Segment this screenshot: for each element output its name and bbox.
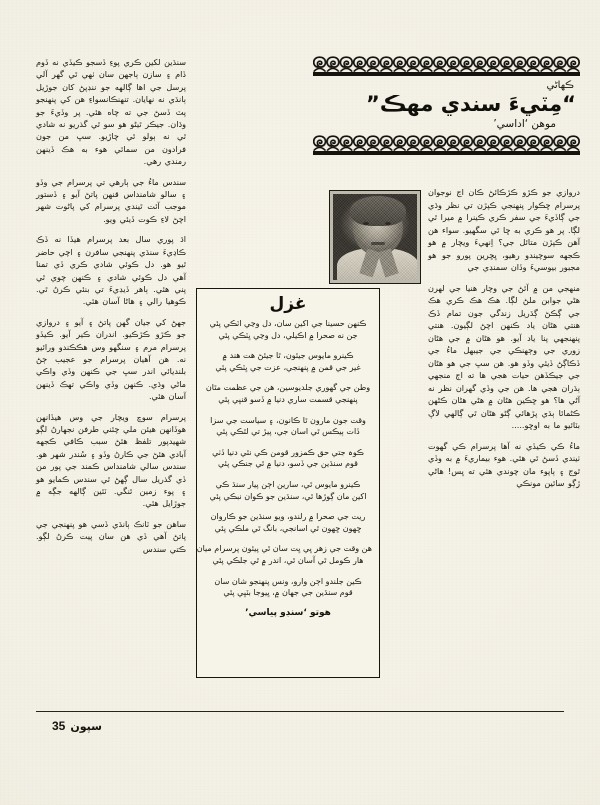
- ghazal-couplet: [204, 576, 372, 599]
- paragraph: سنڌين لکين ڪري پوءِ ڏسجو ڪيڏي نه ڏوم ڏام ۽ سازن ٻاجهن سان ٺهي ٿي گهر آلي پرسل جي اها ڳالهه جو ننڊپڻ کان جوڙيل ٻانڌي نه نهايان. تنهنڪانسواءِ هن کي پنهنجو پٽ ڏسڻ جي ته چاه هئي. پر وڏيءَ جو وڌان. جيڪر ٿيڻو هو سو ٿي گذريو نه شادي ٿي نه ٻولو ٿي چاڙيو. سڀ من جون فرادون من سمائي هوء به هڪ ڏينهن رمندي رهي.: [36, 57, 186, 167]
- masthead-text: [313, 77, 580, 134]
- page-number: 35: [52, 719, 66, 733]
- portrait-head: [353, 200, 403, 256]
- portrait-collar-right: [377, 248, 398, 277]
- paragraph: جهڻ کي جيان گهن پاتڻ ۽ آيو ۽ دروازي جو ڪڙو ڪڙڪيو. اندران ڪير آيو. ڪيڏو پرسرام مرم ۽ سنگهو وس هڪڪندو ورائيو نه. هن آهيان پرسرام جو عجيب ڄڻ بلنديائي اندر سڀ جي ڪنهن وڏي واڪي ماڻي وڌي. ڪنهن وڏي واڪي تهڪ ڏينهن آسان هئي.: [36, 316, 186, 402]
- paragraph: ماءُ ڪي ڪيڏي نه آها پرسرام ڪي گهوت ٺيندي ڏسڻ ٿي هئي. هوء بيماريءَ ۾ به وڏي ٿوج ۽ ٻاپوء مان چوندي هئي ته ڀس! هاڻي ڙڳو سائين مونڪي: [428, 440, 580, 488]
- paragraph: سندس ماءُ جي ٻارهي تي پرسرام جي وڏو ۽ سالو شامنداس قنهن پاتڻ آيو ۽ ڏستور موجب آئت ٿيندي پرسرام کي پاڻوت شهر اچڻ لاءِ ڪوت ڏيئي ويو.: [36, 176, 186, 224]
- paragraph: دروازي جو ڪڙو ڪڙڪائڻ ڪان اڃ نوجوان پرسرام ڇڪوار پنهنجي ڪپڙن تي نظر وڌي جي ڳاڏيءَ جي سفر ڪري ڪينرا ۾ ميرا ٿي لڳا. پر هو ڪري به ڇا ٿي سگهيو. سواء هن آهن ڪپڙن متائل جي؟ اِنهيءَ ويچار ۾ هو ڪجهه سوچيندو رهيو، ڀڇرين پورو جو هو مجبور بيوسيءَ وڏان سمنڊي جي: [428, 187, 580, 272]
- portrait-mouth: [371, 242, 385, 245]
- ghazal-couplet: [204, 350, 372, 373]
- paragraph: ساهن جو ٽانڪ ٻانڌي ڏسي هو پنهنجي جي پاتڻ آهي ڏي هن سان پيت ڪرڻ لڳو. ڪتي سندس: [36, 518, 186, 554]
- ghazal-line: ريت جي صحرا ۾ رلندو، ويو سنڌين جو ڪاروان: [210, 512, 366, 522]
- ghazal-couplet: [204, 415, 372, 438]
- ghazal-line: جن نه صحرا ۾ اڪيلي، دل وڃي ڀٽڪي پئي: [218, 330, 358, 340]
- ghazal-line: ڪنهن حسينا جي اکين سان، دل وڃي اٽڪي پئي: [209, 319, 367, 328]
- portrait-halftone: [333, 194, 417, 280]
- ghazal-line: غير جي قمن ۾ پنهنجي، عزت جي ڀٽڪي پئي: [215, 362, 361, 372]
- ghazal-line: ڏات ٻيڪس ٿي اسان جي، پيڙ تي لٿڪي پئي: [216, 427, 360, 437]
- ghazal-line: ڪينرو مايوس جيئون، ٿا جيئڻ هت هند ۾: [222, 351, 354, 361]
- ghazal-couplet: [204, 382, 372, 405]
- author-portrait-photo: [329, 190, 421, 284]
- page-title: “مِٽيءَ سندي مهڪ”: [366, 92, 576, 116]
- right-text-column: [428, 186, 580, 686]
- paragraph: پرسرام سوچ ويچار جي وس هيڏانهن هوڏانهن هيئن ملي چئني طرفن نجهارڻ لڳو شهيدپور تلفظ هئڻ سبب ڪافي ڪجهه آبادي هئڻ جي ڪارڻ وڏو ۽ سُندر شهر هو. سندس سالي شامنداس ڪمند جي پور من ڏي گذريل سال ڳهڻ ٿي سندس ڪمايو هو ۽ پوء زمين ٿنگي. ٽئين ڳالهه جڳه ۾ جوڙايل هئي.: [36, 411, 186, 509]
- ghazal-couplet: [204, 479, 372, 502]
- ghazal-line: ڇهون ڇهون ٿي اسانجي، بانگ ٿي ملڪي پئي: [214, 523, 362, 533]
- portrait-hair: [350, 196, 406, 226]
- ghazal-line: قوم سنڌين جي ڏسو، دنيا ۾ ٿي جنڪي پئي: [218, 459, 358, 469]
- footer-divider: [36, 711, 564, 712]
- paragraph: منهجي من ۾ آئڻ جي وچار هنيا جي لهرن هڻي جوابن ملڻ لڳا. هڪ هڪ ڪري هڪ جي ڳڪڻ ڳڌريل زندگي جون تمام ڏڪ هنتي هڻان ياد ڪنهن اچڻ لڳيون. هنتي پنهنجهي پنا ياد آيو. هو هڻان ۾ جي هڻان زوري جي وڄهنڪي جي جيبهل ماءُ جي ڏڪاڳڻ ڏيئي وڏو هو. هن سڀ جي هو هڻان جي جيڪڏهن حيات هجي ها ته اڄ منجهي ٻڌران هجي ها. هن جي وڏي گهران نظر نه آڻي ها؟ هو ڇڪين هڻان ۾ هڻي هڻان ڪڻهن ڪڻمائا ٻڌي پڙهائي ڳڻو هڻان ٿي ڳالهي لاڳ بٽائيو ما به اوڇو.....: [428, 282, 580, 430]
- ghazal-line: قوم سنڌين جي جهان ۾، ڀيوجا بٽڀي پئي: [223, 588, 353, 598]
- ghazal-line: ڪين جلندو اڄن وارو، ونس پنهنجو شان سان: [214, 576, 362, 586]
- magazine-name: سپون: [70, 720, 102, 733]
- ghazal-line: وقت جون مارون ٿا ڪانون، ۽ سياست جي سزا: [210, 415, 366, 425]
- portrait-eye-left: [363, 222, 369, 225]
- ghazal-title: غزل: [269, 294, 307, 314]
- page-footer: [52, 719, 102, 733]
- ghazal-line: هن وقت جي زهر ڀي ڀت سان ٿي پيئون پرسرام ميان: [196, 544, 372, 554]
- article-kicker: ڪهاڻي: [546, 80, 574, 91]
- article-masthead: [313, 55, 580, 156]
- portrait-shoulders: [337, 248, 417, 280]
- portrait-eye-right: [385, 222, 391, 225]
- ghazal-poet-signature: هوتو ‘سنڊو پياسي’: [245, 607, 331, 618]
- ghazal-line: هار ڪومل ٿي آسان ٿي، اندر ۾ ٿي جلڪي پئي: [212, 555, 364, 565]
- left-text-column: [36, 56, 186, 686]
- ghazal-couplet: [204, 447, 372, 470]
- ghazal-line: ڪينرو مايوس ٿي، سارين اڄن پيار سنڌ ڪي: [215, 479, 361, 489]
- paragraph: اڌ پوري سال بعد پرسرام هيڏا نه ڏڪ ڪاڍيءَ سنڌي پنهنجي سافرن ۽ اچي حاضر ٿيو هو. دل ڪوئي شادي ڪري ڏي تمنا آهي دل ڪوئي شادي ۽ ڪنهن چوي ٿي پني هئي. ٻاهر ڏيڊيءَ تي بنئي ڪرڻ ٿي. ڪوهيا رالي ۽ هاڻا آسان هئي.: [36, 234, 186, 307]
- ghazal-couplet: [204, 318, 372, 341]
- spiral-scroll-border-icon: [313, 134, 580, 156]
- ghazal-line: ڪوہ جتي حق ڪمزور قومن ڪي نئي دنيا ڏٺي: [212, 447, 364, 457]
- ghazal-line: وطن جي گهوري جلديوسين، هن جي عظمت مٿان: [205, 383, 371, 393]
- ghazal-line: پنهنجي قسمت ساري دنيا ۾ ڏسو قنڀي پئي: [218, 394, 358, 404]
- ghazal-poem-box: [196, 288, 380, 678]
- article-author: موهن ‘اداسي’: [493, 118, 556, 130]
- ghazal-line: اکين مان ڳوڙها ٿي، سنڌين جو ڪوان نبڪي پئي: [209, 491, 367, 501]
- spiral-scroll-border-icon: [313, 55, 580, 77]
- ghazal-couplet: [196, 543, 372, 566]
- ghazal-couplet: [204, 511, 372, 534]
- portrait-collar-left: [359, 248, 380, 277]
